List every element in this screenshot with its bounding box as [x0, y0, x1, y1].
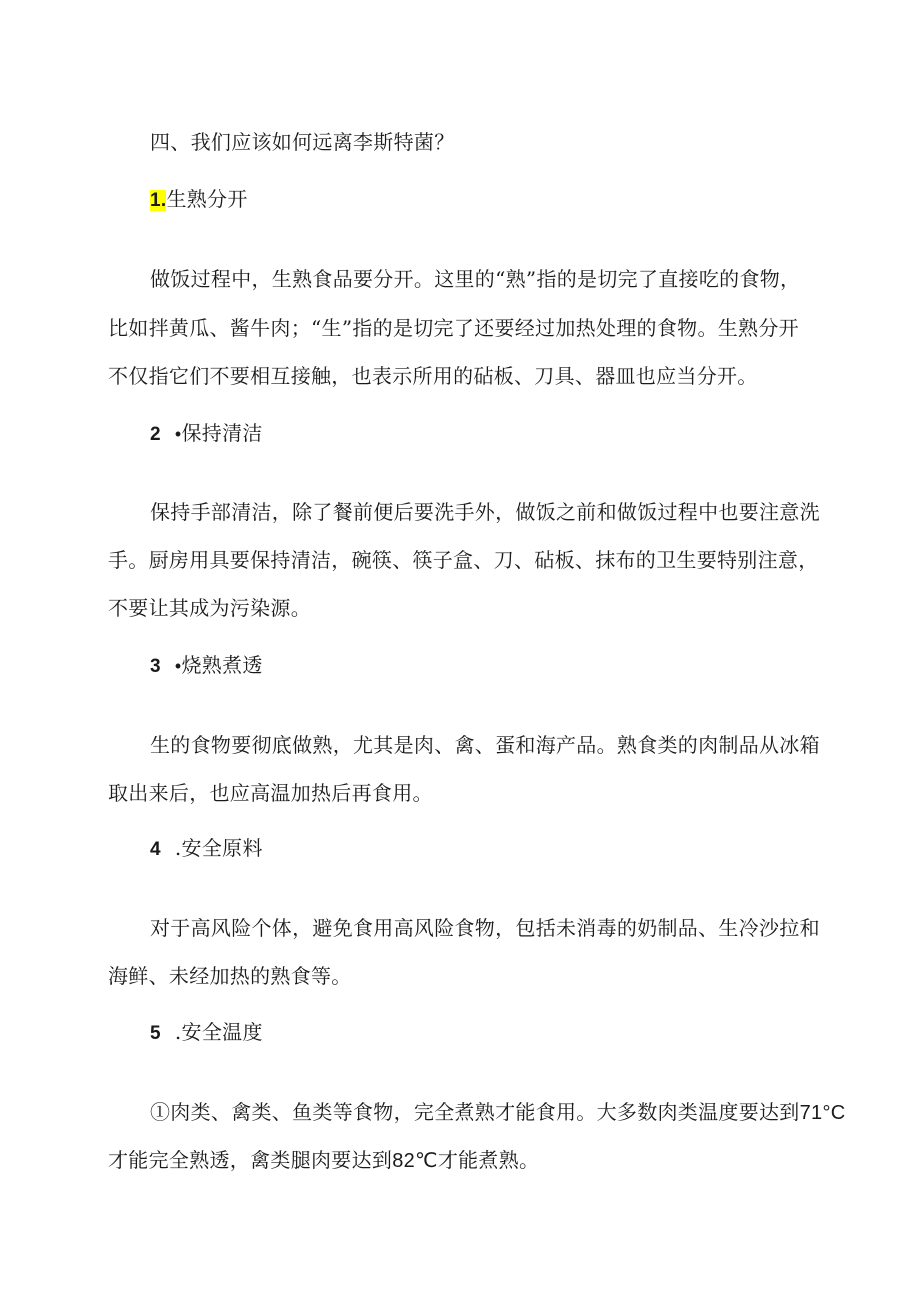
item-4-title: 安全原料	[181, 836, 263, 860]
item-5-separator: .	[174, 1020, 182, 1044]
item-5-title: 安全温度	[181, 1020, 263, 1044]
item-1-title: 生熟分开	[166, 187, 248, 211]
item-3-separator: •	[174, 656, 182, 676]
item-2-separator: •	[174, 424, 182, 444]
item-2-heading	[150, 421, 263, 447]
item-1-paragraph-line: 做饭过程中，生熟食品要分开。这里的“熟”指的是切完了直接吃的食物，	[150, 267, 801, 291]
item-1-paragraph-line: 比如拌黄瓜、酱牛肉；“生”指的是切完了还要经过加热处理的食物。生熟分开	[108, 316, 799, 340]
section-title: 四、我们应该如何远离李斯特菌？	[150, 130, 455, 154]
item-4-separator: .	[174, 836, 182, 860]
item-1-number: 1.	[150, 190, 167, 211]
temperature-value: 82℃	[392, 1150, 438, 1172]
temperature-value: 71°C	[799, 1102, 846, 1124]
item-4-number: 4	[150, 839, 161, 860]
item-2-paragraph-line: 保持手部清洁，除了餐前便后要洗手外，做饭之前和做饭过程中也要注意洗	[150, 500, 820, 524]
item-2-title: 保持清洁	[181, 421, 263, 445]
item-5-paragraph-line	[150, 1100, 846, 1125]
item-5-text: 才能煮熟。	[437, 1148, 540, 1172]
item-3-number: 3	[150, 656, 161, 677]
item-4-paragraph-line: 对于高风险个体，避免食用高风险食物，包括未消毒的奶制品、生冷沙拉和	[150, 916, 820, 940]
item-4-heading	[150, 836, 263, 862]
item-4-paragraph-line: 海鲜、未经加热的熟食等。	[108, 964, 352, 988]
item-5-text: 才能完全熟透，禽类腿肉要达到	[108, 1148, 393, 1172]
item-2-number: 2	[150, 424, 161, 445]
item-1-heading	[150, 187, 248, 213]
item-2-paragraph-line: 手。厨房用具要保持清洁，碗筷、筷子盒、刀、砧板、抹布的卫生要特别注意，	[108, 548, 819, 572]
item-3-heading	[150, 653, 263, 679]
item-5-text: ①肉类、禽类、鱼类等食物，完全煮熟才能食用。大多数肉类温度要达到	[150, 1100, 800, 1124]
item-3-title: 烧熟煮透	[181, 653, 263, 677]
item-5-paragraph-line	[108, 1148, 539, 1173]
item-5-number: 5	[150, 1023, 161, 1044]
item-3-paragraph-line: 取出来后，也应高温加热后再食用。	[108, 781, 433, 805]
item-3-paragraph-line: 生的食物要彻底做熟，尤其是肉、禽、蛋和海产品。熟食类的肉制品从冰箱	[150, 733, 820, 757]
item-1-paragraph-line: 不仅指它们不要相互接触，也表示所用的砧板、刀具、器皿也应当分开。	[108, 364, 758, 388]
item-5-heading	[150, 1020, 263, 1046]
item-2-paragraph-line: 不要让其成为污染源。	[108, 596, 311, 620]
